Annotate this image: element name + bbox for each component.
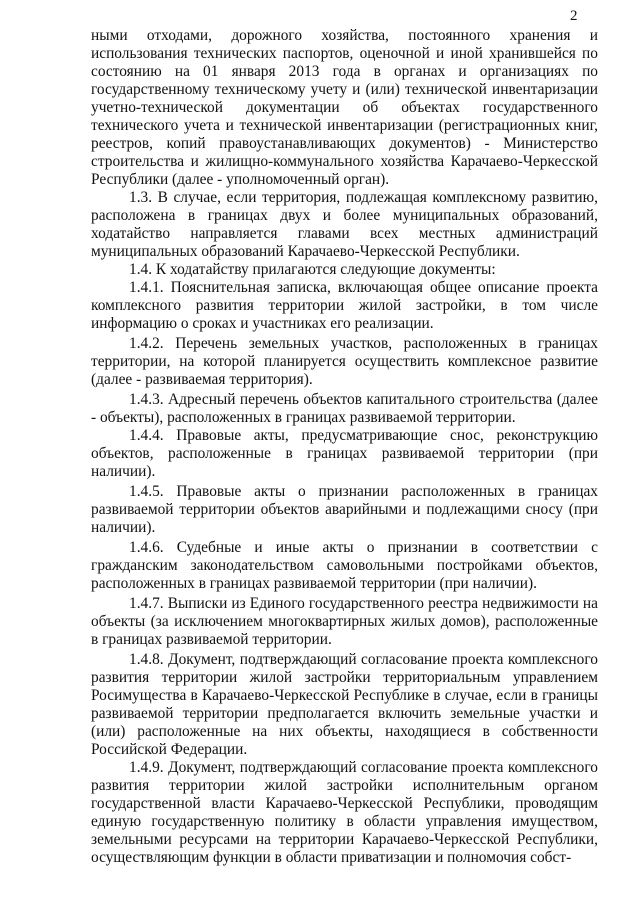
paragraph-1-4-8: 1.4.8. Документ, подтверждающий согласование проекта комплексного развития территории жилой застройки территориальным управлением Росимущества в Карачаево-Черкесской Республике в случае, если в границы развиваемой территории предполагается включить земельные участки и (или) расположенные на них объекты, находящиеся в собственности Российской Федерации. [91,651,598,758]
paragraph-1-4-9: 1.4.9. Документ, подтверждающий согласование проекта комплексного развития территории жилой застройки исполнительным органом государственной власти Карачаево-Черкесской Республики, проводящим единую государственную политику в области управления имуществом, земельными ресурсами на территории Карачаево-Черкесской Республики, осуществляющим функции в области приватизации и полномочия собст- [91,759,598,866]
page-number: 2 [570,8,578,24]
paragraph-1-4-3: 1.4.3. Адресный перечень объектов капитального строительства (далее - объекты), расположенных в границах развиваемой территории. [91,391,598,426]
document-body [91,27,598,867]
paragraph-1-4-5: 1.4.5. Правовые акты о признании расположенных в границах развиваемой территории объектов аварийными и подлежащими сносу (при наличии). [91,483,598,536]
paragraph-1-4: 1.4. К ходатайству прилагаются следующие документы: [129,261,496,278]
paragraph-continuation: ными отходами, дорожного хозяйства, постоянного хранения и использования технических паспортов, оценочной и иной хранившейся по состоянию на 01 января 2013 года в органах и организациях по государственному техническому учету и (или) технической инвентаризации учетно-технической документации об объектах государственного технического учета и технической инвентаризации (регистрационных книг, реестров, копий правоустанавливающих документов) - Министерство строительства и жилищно-коммунального хозяйства Карачаево-Черкесской Республики (далее - уполномоченный орган). [91,27,598,188]
paragraph-1-4-1: 1.4.1. Пояснительная записка, включающая общее описание проекта комплексного развития территории жилой застройки, в том числе информацию о сроках и участниках его реализации. [91,279,598,332]
paragraph-1-3: 1.3. В случае, если территория, подлежащая комплексному развитию, расположена в границах двух и более муниципальных образований, ходатайство направляется главами всех местных администраций муниципальных образований Карачаево-Черкесской Республики. [91,189,598,260]
paragraph-1-4-2: 1.4.2. Перечень земельных участков, расположенных в границах территории, на которой планируется осуществить комплексное развитие (далее - развиваемая территория). [91,335,598,388]
paragraph-1-4-4: 1.4.4. Правовые акты, предусматривающие снос, реконструкцию объектов, расположенные в границах развиваемой территории (при наличии). [91,427,598,480]
paragraph-1-4-7: 1.4.7. Выписки из Единого государственного реестра недвижимости на объекты (за исключением многоквартирных жилых домов), расположенные в границах развиваемой территории. [91,595,598,648]
paragraph-1-4-6: 1.4.6. Судебные и иные акты о признании в соответствии с гражданским законодательством самовольными постройками объектов, расположенных в границах развиваемой территории (при наличии). [91,539,598,592]
